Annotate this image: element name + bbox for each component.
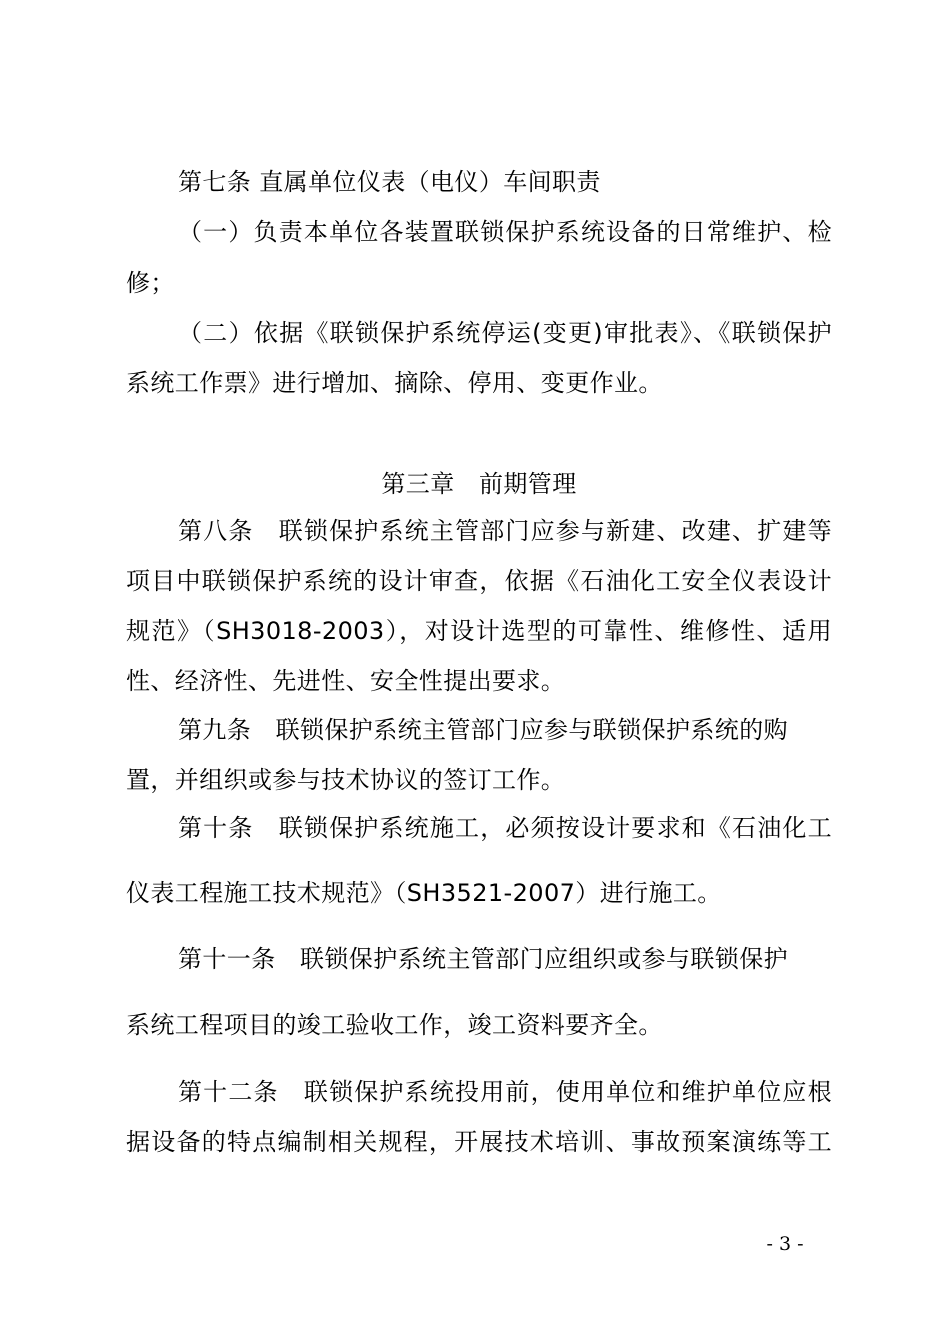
article-11-line-1: 第十一条 联锁保护系统主管部门应组织或参与联锁保护 (178, 945, 788, 973)
article-10-line-2: 仪表工程施工技术规范》（SH3521-2007）进行施工。 (126, 879, 722, 907)
article-8-line-1: 第八条 联锁保护系统主管部门应参与新建、改建、扩建等 (178, 517, 832, 545)
article-10-line-1: 第十条 联锁保护系统施工，必须按设计要求和《石油化工 (178, 814, 832, 842)
chapter-3-heading: 第三章 前期管理 (381, 470, 577, 498)
article-7-item-1-line-2: 修； (126, 269, 175, 297)
article-9-line-2: 置，并组织或参与技术协议的签订工作。 (126, 766, 566, 794)
article-8-line-2: 项目中联锁保护系统的设计审查，依据《石油化工安全仪表设计 (126, 567, 832, 595)
article-11-line-2: 系统工程项目的竣工验收工作，竣工资料要齐全。 (126, 1011, 663, 1039)
article-7-item-2-line-2: 系统工作票》进行增加、摘除、停用、变更作业。 (126, 369, 663, 397)
article-7-item-2-line-1: （二）依据《联锁保护系统停运(变更)审批表》、《联锁保护 (178, 319, 832, 347)
article-9-line-1: 第九条 联锁保护系统主管部门应参与联锁保护系统的购 (178, 716, 788, 744)
article-8-line-4: 性、经济性、先进性、安全性提出要求。 (126, 667, 566, 695)
article-8-line-3: 规范》（SH3018-2003），对设计选型的可靠性、维修性、适用 (126, 617, 832, 645)
article-7-item-1-line-1: （一）负责本单位各装置联锁保护系统设备的日常维护、检 (178, 218, 832, 246)
article-7-title: 第七条 直属单位仪表（电仪）车间职责 (178, 168, 601, 196)
page-number: - 3 - (766, 1233, 804, 1255)
article-12-line-2: 据设备的特点编制相关规程，开展技术培训、事故预案演练等工 (126, 1128, 832, 1156)
article-12-line-1: 第十二条 联锁保护系统投用前，使用单位和维护单位应根 (178, 1078, 832, 1106)
